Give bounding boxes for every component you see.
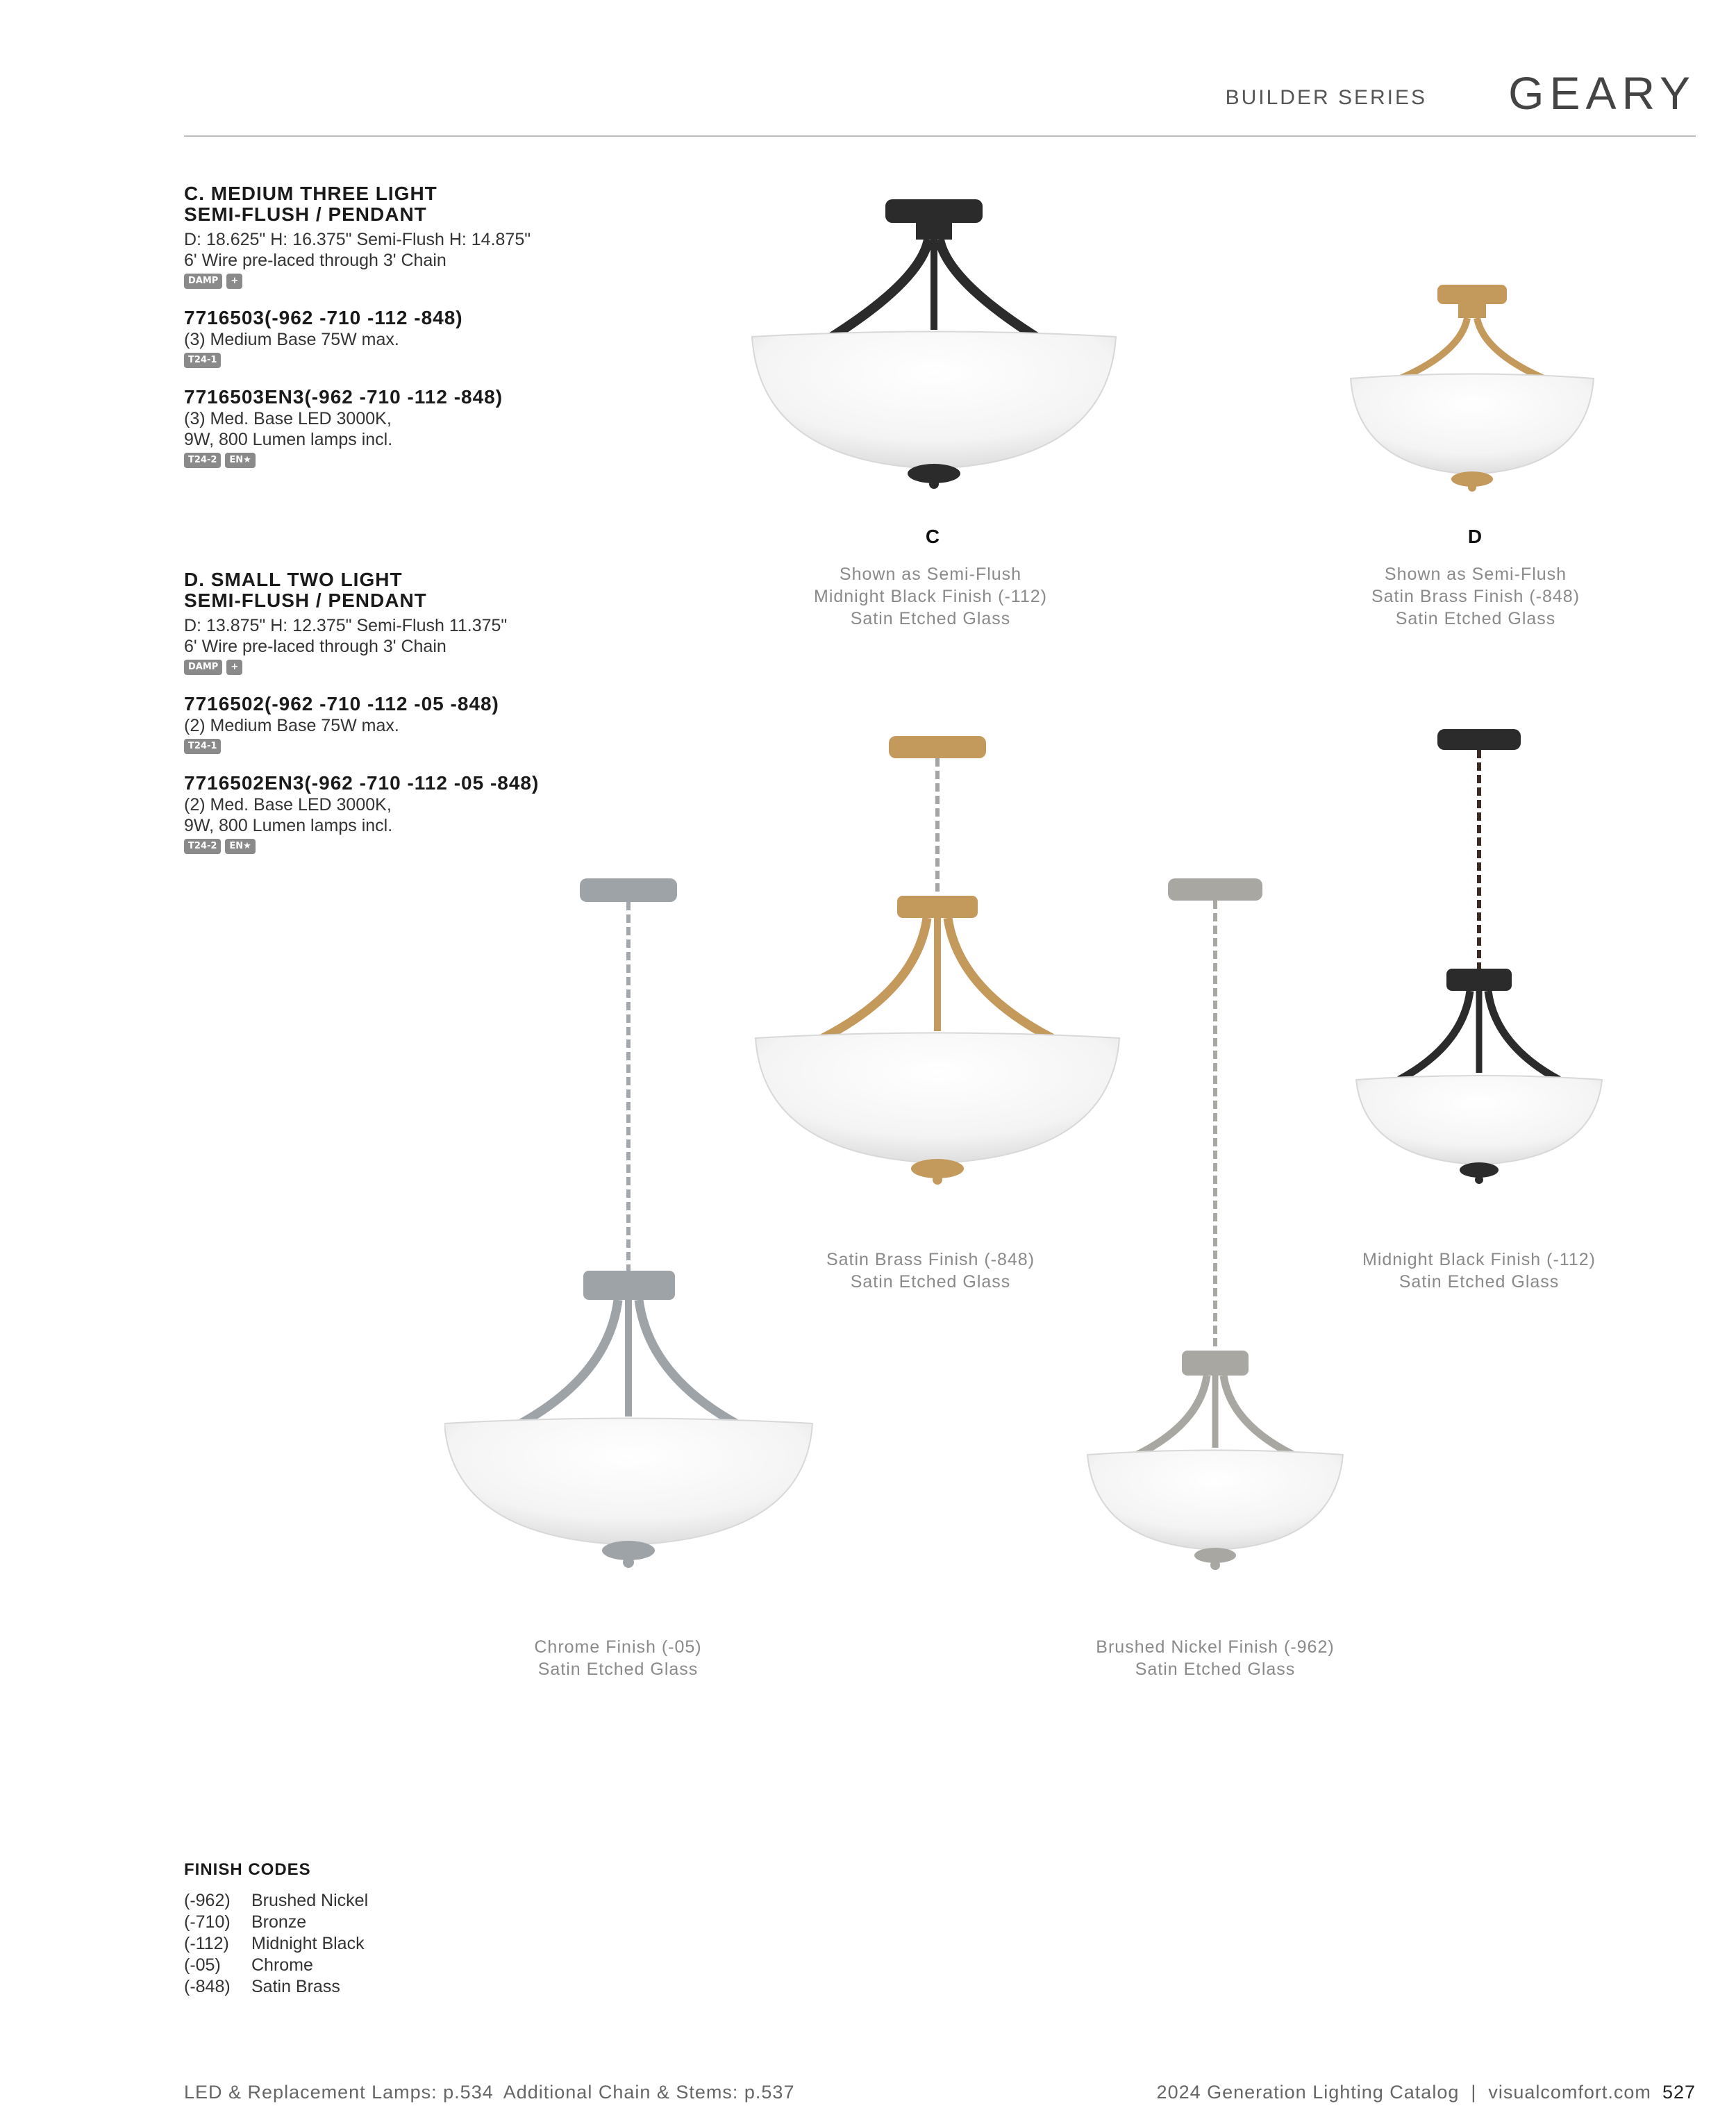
black-pendant-image (1351, 726, 1614, 1198)
arm (1488, 991, 1559, 1080)
canopy (1437, 729, 1521, 750)
plus-badge: + (226, 660, 242, 675)
finial-tip (1475, 1176, 1483, 1184)
canopy (580, 878, 677, 902)
spec-block-d (184, 569, 615, 857)
chain-reference: Additional Chain & Stems: p.537 (503, 2082, 795, 2103)
finial-tip (1468, 483, 1476, 492)
header-divider (184, 135, 1696, 137)
chrome-pendant-image (444, 875, 819, 1583)
damp-badge: DAMP (184, 660, 222, 675)
collection-title: GEARY (1508, 67, 1696, 119)
series-label: BUILDER SERIES (1225, 86, 1427, 109)
canopy (1437, 285, 1507, 304)
finish-code-row (184, 1955, 368, 1976)
spec-c-desc-2a: (3) Med. Base LED 3000K, (184, 409, 392, 428)
spec-c-title-2: SEMI-FLUSH / PENDANT (184, 203, 427, 225)
spec-d-code-2: 7716502EN3(-962 -710 -112 -05 -848) (184, 772, 540, 794)
finish-name: Brushed Nickel (251, 1891, 369, 1910)
t24-1-badge: T24-1 (184, 353, 221, 368)
spec-c-code-1: 7716503(-962 -710 -112 -848) (184, 307, 463, 328)
caption-line: Satin Etched Glass (1135, 1660, 1296, 1679)
spec-c-code-1-badges (184, 353, 615, 368)
spec-c-title-1: C. MEDIUM THREE LIGHT (184, 183, 437, 204)
page-number: 527 (1662, 2082, 1696, 2103)
lamps-reference: LED & Replacement Lamps: p.534 (184, 2082, 494, 2103)
spec-c-wire: 6' Wire pre-laced through 3' Chain (184, 251, 446, 270)
spec-d-title-1: D. SMALL TWO LIGHT (184, 569, 403, 590)
arm (1392, 318, 1467, 382)
caption-line: Satin Etched Glass (1399, 1272, 1560, 1292)
caption-line: Brushed Nickel Finish (-962) (1096, 1637, 1335, 1657)
spec-d-code-1-badges (184, 739, 615, 754)
footer-references (184, 2082, 794, 2103)
chrome-pendant-caption (458, 1636, 778, 1680)
finial (1460, 1162, 1499, 1178)
caption-line: Satin Etched Glass (850, 1272, 1011, 1292)
spec-d-desc-2a: (2) Med. Base LED 3000K, (184, 795, 392, 814)
spec-c-dimensions: D: 18.625" H: 16.375" Semi-Flush H: 14.875" (184, 230, 531, 249)
spec-d-dimensions: D: 13.875" H: 12.375" Semi-Flush 11.375" (184, 616, 508, 635)
finial-tip (933, 1175, 942, 1185)
spec-d-wire: 6' Wire pre-laced through 3' Chain (184, 637, 446, 656)
canopy (889, 736, 986, 758)
spec-d-code-1: 7716502(-962 -710 -112 -05 -848) (184, 693, 499, 715)
fixture-d-caption (1316, 563, 1635, 630)
canopy (1168, 878, 1262, 901)
mount (916, 222, 952, 240)
finish-name: Chrome (251, 1955, 313, 1975)
mount (1458, 303, 1486, 318)
fixture-c-caption (771, 563, 1090, 630)
arm (830, 240, 928, 338)
caption-line: Satin Brass Finish (-848) (826, 1250, 1035, 1269)
finish-code: (-848) (184, 1977, 231, 1996)
caption-line: Satin Etched Glass (537, 1660, 699, 1679)
finish-code-row (184, 1912, 368, 1933)
damp-badge: DAMP (184, 274, 222, 289)
finish-name: Bronze (251, 1912, 307, 1932)
t24-2-badge: T24-2 (184, 453, 221, 468)
finial-tip (929, 479, 939, 489)
arm (521, 1300, 618, 1423)
nickel-pendant-image (1083, 875, 1347, 1583)
spec-d-title-2: SEMI-FLUSH / PENDANT (184, 590, 427, 611)
t24-2-badge: T24-2 (184, 839, 221, 854)
caption-line: Midnight Black Finish (-112) (814, 587, 1047, 606)
spec-c-desc-1: (3) Medium Base 75W max. (184, 330, 399, 349)
plus-badge: + (226, 274, 242, 289)
catalog-info: 2024 Generation Lighting Catalog | visualcomfort.com (1156, 2082, 1651, 2103)
glass-shade (1087, 1451, 1343, 1551)
spec-c-code-2: 7716503EN3(-962 -710 -112 -848) (184, 386, 503, 408)
finish-code: (-710) (184, 1912, 231, 1932)
fixture-c-image (746, 191, 1121, 500)
spec-block-c (184, 183, 615, 471)
arm (639, 1300, 736, 1423)
fixture-c-letter: C (925, 526, 940, 547)
mount (583, 1271, 675, 1300)
caption-line: Midnight Black Finish (-112) (1362, 1250, 1596, 1269)
spec-c-code-2-badges (184, 453, 615, 468)
footer-catalog (1157, 2082, 1696, 2103)
fixture-d-image (1344, 278, 1604, 503)
glass-shade (1356, 1076, 1602, 1164)
fixture-d-letter: D (1467, 526, 1483, 547)
finial-tip (623, 1557, 634, 1568)
spec-d-desc-2b: 9W, 800 Lumen lamps incl. (184, 816, 393, 835)
caption-line: Satin Etched Glass (1395, 609, 1556, 628)
spec-d-badges (184, 660, 615, 675)
spec-d-code-2-badges (184, 839, 615, 854)
finish-codes-title: FINISH CODES (184, 1860, 311, 1879)
finish-code: (-112) (184, 1934, 229, 1953)
mount (1182, 1351, 1249, 1376)
finish-name: Satin Brass (251, 1977, 340, 1996)
spec-c-badges (184, 274, 615, 289)
finish-code: (-05) (184, 1955, 221, 1975)
spec-d-desc-1: (2) Medium Base 75W max. (184, 716, 399, 735)
energy-star-badge: EN★ (225, 839, 255, 854)
mount (897, 896, 978, 918)
caption-line: Chrome Finish (-05) (534, 1637, 702, 1657)
caption-line: Shown as Semi-Flush (839, 565, 1022, 584)
t24-1-badge: T24-1 (184, 739, 221, 754)
caption-line: Satin Etched Glass (850, 609, 1011, 628)
caption-line: Shown as Semi-Flush (1384, 565, 1567, 584)
finish-code-row (184, 1933, 368, 1955)
arm (1137, 1376, 1207, 1455)
finish-codes-list (184, 1890, 368, 1998)
mount (1446, 969, 1512, 991)
arm (948, 918, 1052, 1038)
nickel-pendant-caption (1055, 1636, 1375, 1680)
glass-shade (444, 1419, 812, 1546)
arm (1224, 1376, 1293, 1455)
spec-c-desc-2b: 9W, 800 Lumen lamps incl. (184, 430, 393, 449)
finish-code-row (184, 1976, 368, 1998)
finish-code: (-962) (184, 1891, 231, 1910)
arm (1477, 318, 1552, 382)
finish-code-row (184, 1890, 368, 1912)
black-pendant-caption (1319, 1248, 1639, 1293)
arm (940, 240, 1038, 338)
finish-name: Midnight Black (251, 1934, 365, 1953)
caption-line: Satin Brass Finish (-848) (1371, 587, 1580, 606)
glass-shade (752, 332, 1116, 469)
glass-shade (1351, 374, 1594, 475)
arm (1399, 991, 1470, 1080)
energy-star-badge: EN★ (225, 453, 255, 468)
finial-tip (1210, 1560, 1220, 1570)
canopy (885, 199, 983, 223)
arm (823, 918, 927, 1038)
